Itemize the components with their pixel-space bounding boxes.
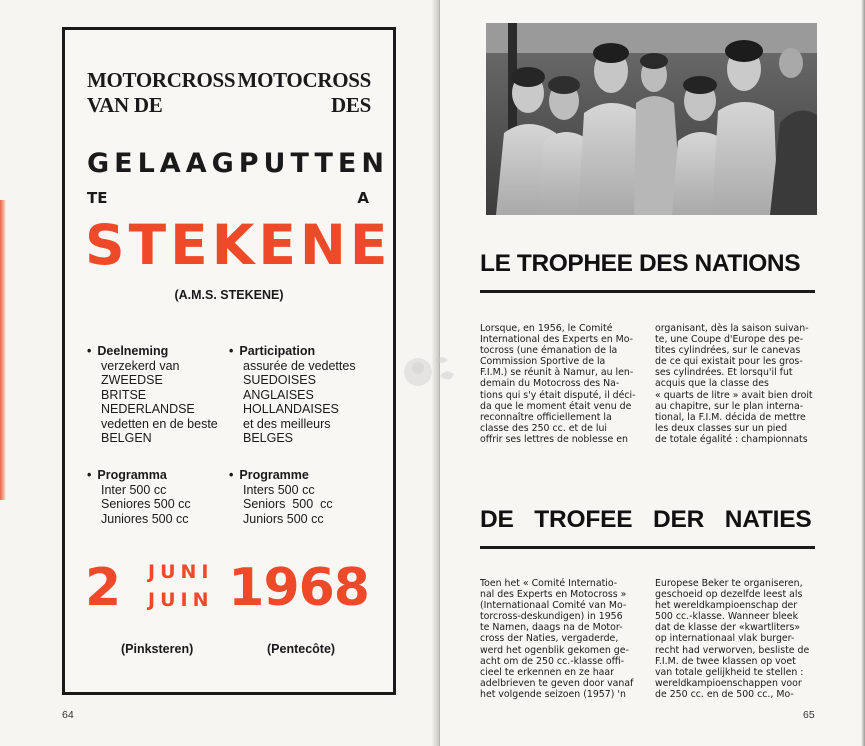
programme-nl-heading: Programma	[97, 468, 167, 482]
event-month-nl: JUNI	[148, 561, 214, 583]
programme-nl-line: Inter 500 cc	[101, 482, 167, 497]
programme-fr-heading: Programme	[239, 468, 309, 482]
page-edge-shadow	[861, 0, 865, 746]
page-edge-shadow	[0, 200, 6, 500]
text-fr-col2: organisant, dès la saison suivan- te, une Coupe d'Europe des pe- tites cylindrées, sur le canevas de ce qui existait pour les gros- ses cylindrées. Et lorsqu'il fut acquis que la classe des « quarts de litre » avait bien droit au chapitre, sur le plan interna- tional, la F.I.M. décida de mettre les deux classes sur un pied de totale égalité : championnats	[655, 323, 813, 445]
ad-heading-nl-1: MOTORCROSS	[87, 68, 236, 92]
bullet-icon: •	[229, 468, 234, 482]
ad-heading	[87, 68, 371, 118]
bullet-icon: •	[87, 468, 92, 482]
page-number-left: 64	[62, 709, 74, 721]
programme-nl-line: Juniores 500 cc	[101, 511, 189, 526]
event-month-fr: JUIN	[148, 589, 214, 611]
participation-nl-line: BRITSE	[101, 387, 147, 402]
programme-fr	[229, 468, 379, 526]
participation-fr-line: BELGES	[243, 431, 294, 445]
programme-fr-line: Juniors 500 cc	[243, 511, 324, 526]
participation-nl-line: verzekerd van	[101, 358, 180, 373]
holiday-nl: (Pinksteren)	[121, 642, 194, 656]
participation-fr-line: et des meilleurs	[243, 416, 331, 431]
a-label: A	[357, 189, 369, 207]
ad-heading-nl-2: VAN DE	[87, 93, 163, 117]
programme-fr-line: Seniors 500 cc	[243, 497, 333, 511]
group-photo-icon	[486, 23, 817, 215]
programme-nl-line: Seniores 500 cc	[101, 497, 191, 511]
participation-fr-heading: Participation	[239, 344, 316, 358]
participation-nl-line: BELGEN	[101, 431, 152, 445]
participation-nl-line: vedetten en de beste	[101, 416, 218, 431]
text-nl-col1: Toen het « Comité Internatio- nal des Experts en Motocross » (Internationaal Comité van Mo- torcross-deskundigen) in 1956 te Namen, daags na de Motor- cross der Naties, vergaderde, werd het ogenblik gekomen ge- acht om de 250 cc.-klasse offi- cieel te erkennen en ze haar adelbrieven te geven door vanaf het volgende seizoen (1957) 'n	[480, 578, 634, 700]
event-day: 2	[85, 558, 122, 618]
participation-nl	[87, 344, 237, 446]
te-a-line	[87, 189, 369, 207]
title-rule	[480, 290, 815, 293]
programme-fr-line: Inters 500 cc	[243, 482, 315, 497]
advertisement-box	[62, 27, 396, 695]
participation-nl-line: NEDERLANDSE	[101, 402, 195, 416]
participation-nl-heading: Deelneming	[97, 344, 169, 358]
event-date	[85, 556, 373, 626]
right-page	[440, 0, 865, 746]
participation-fr-line: assurée de vedettes	[243, 358, 356, 373]
club-name: (A.M.S. STEKENE)	[174, 288, 284, 302]
participation-fr-line: ANGLAISES	[243, 387, 314, 402]
event-month	[148, 558, 213, 614]
text-nl-col2: Europese Beker te organiseren, geschoeid op dezelfde leest als het wereldkampioenschap der 500 cc.-klasse. Wanneer bleek dat de klasse der «kwartliters» op internationaal vlak burger- recht had verworven, besliste de F.I.M. de twee klassen op voet van totale gelijkheid te stellen : wereldkampioenschappen voor de 250 cc. en de 500 cc., Mo-	[655, 578, 810, 700]
venue-name: GELAAGPUTTEN	[87, 148, 389, 179]
programme-nl	[87, 468, 237, 526]
town-name: STEKENE	[85, 213, 392, 277]
bullet-icon: •	[87, 344, 92, 358]
participation-nl-line: ZWEEDSE	[101, 373, 163, 387]
te-label: TE	[87, 189, 108, 207]
page-number-right: 65	[803, 709, 815, 721]
title-dutch: DE TROFEE DER NATIES	[480, 506, 812, 533]
ad-heading-fr-2: DES	[331, 93, 371, 117]
watermark-stamp-icon	[400, 346, 468, 398]
participation-fr	[229, 344, 379, 446]
title-french: LE TROPHEE DES NATIONS	[480, 250, 801, 277]
bullet-icon: •	[229, 344, 234, 358]
participation-fr-line: SUEDOISES	[243, 373, 316, 387]
riders-photo	[486, 23, 817, 215]
participation-fr-line: HOLLANDAISES	[243, 402, 339, 416]
event-year: 1968	[228, 558, 369, 618]
ad-heading-fr-1: MOTOCROSS	[237, 68, 371, 92]
title-rule	[480, 546, 815, 549]
text-fr-col1: Lorsque, en 1956, le Comité International des Experts en Mo- tocross (une émanation de la Commission Sportive de la F.I.M.) se réunit à Namur, au len- demain du Motocross des Na- tions qui s'y était disputé, il déci- da que le moment était venu de reconnaître officiellement la classe des 250 cc. et de lui offrir ses lettres de noblesse en	[480, 323, 636, 445]
holiday-fr: (Pentecôte)	[267, 642, 336, 656]
